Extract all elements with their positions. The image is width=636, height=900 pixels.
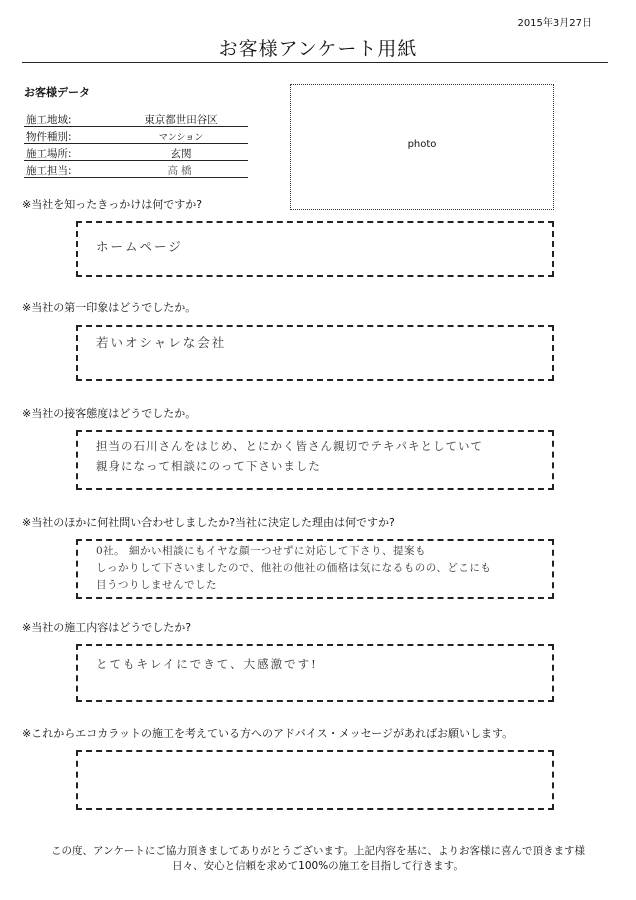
field-label: 施工地域: <box>26 114 72 126</box>
answer-line: 親身になって相談にのって下さいました <box>96 459 321 473</box>
question-other-companies: ※当社のほかに何社問い合わせしましたか?当社に決定した理由は何ですか? <box>22 516 395 529</box>
question-first-impression: ※当社の第一印象はどうでしたか。 <box>22 301 197 314</box>
answer-box-advice-message <box>76 750 554 810</box>
answer-line: 担当の石川さんをはじめ、とにかく皆さん親切でテキパキとしていて <box>96 439 484 453</box>
field-value: 東京都世田谷区 <box>144 114 218 126</box>
customer-data-heading: お客様データ <box>24 86 90 99</box>
question-advice-message: ※これからエコカラットの施工を考えている方へのアドバイス・メッセージがあればお願いします。 <box>22 727 514 740</box>
photo-placeholder <box>290 84 554 210</box>
photo-label: photo <box>407 139 437 150</box>
field-construction-area <box>24 110 248 127</box>
answer-line: 若いオシャレな会社 <box>96 335 227 350</box>
field-value: 玄関 <box>170 148 192 160</box>
field-value-handwritten: 高橋 <box>167 165 195 177</box>
answer-box-construction-quality <box>76 644 554 702</box>
survey-date: 2015年3月27日 <box>517 18 592 29</box>
handwritten-answer <box>96 436 538 476</box>
question-service-attitude: ※当社の接客態度はどうでしたか。 <box>22 407 197 420</box>
field-label: 施工担当: <box>26 165 72 177</box>
handwritten-answer <box>96 237 538 257</box>
answer-line: とてもキレイにできて、大感激です! <box>96 657 318 671</box>
answer-line: ホームページ <box>96 239 183 254</box>
answer-box-service-attitude <box>76 430 554 490</box>
question-how-found: ※当社を知ったきっかけは何ですか? <box>22 198 203 211</box>
answer-line: 0社。 細かい相談にもイヤな顔一つせずに対応して下さり、提案も <box>96 545 427 557</box>
field-construction-place <box>24 144 248 161</box>
answer-box-first-impression <box>76 325 554 381</box>
field-label: 施工場所: <box>26 148 72 160</box>
page-title: お客様アンケート用紙 <box>218 38 418 60</box>
answer-line: しっかりして下さいましたので、他社の他社の価格は気になるものの、どこにも <box>96 562 492 574</box>
footer-thanks-line-2: 日々、安心と信頼を求めて100%の施工を目指して行きます。 <box>172 860 464 872</box>
handwritten-answer <box>96 543 538 594</box>
title-underline <box>22 62 608 63</box>
answer-line: 目うつりしませんでした <box>96 579 217 591</box>
field-property-type <box>24 127 248 144</box>
field-value: マンション <box>158 133 204 143</box>
field-label: 物件種別: <box>26 131 72 143</box>
handwritten-answer <box>96 654 538 674</box>
field-staff-in-charge <box>24 161 248 178</box>
handwritten-answer <box>96 333 538 353</box>
answer-box-how-found <box>76 221 554 277</box>
answer-box-other-companies <box>76 539 554 599</box>
question-construction-quality: ※当社の施工内容はどうでしたか? <box>22 621 192 634</box>
footer-thanks-line-1: この度、アンケートにご協力頂きましてありがとうございます。上記内容を基に、よりお客様に喜んで頂きます様 <box>50 845 586 857</box>
